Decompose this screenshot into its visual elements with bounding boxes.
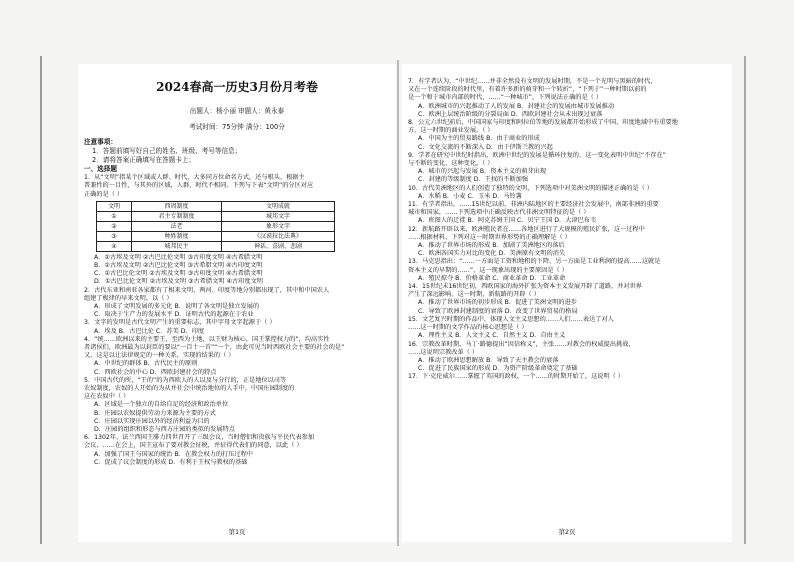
- answer-option: A．欧洲城市的兴起推动了人的发展 B．封建社会的发展由城市发展推动: [418, 102, 615, 110]
- section-heading: 一、选择题: [84, 165, 117, 174]
- answer-option: C．促进了民族国家的形成 D．为资产阶级革命奠定了基础: [418, 365, 578, 373]
- question-text: 6．1302年，法兰西国王腓力四世召开了三级会议，当时僧侣和贵族与平民代表参加: [84, 434, 315, 442]
- question-text: 会议，……在会上，国王宣布了要对教会征税，并征得代表们的同意，以此（ ）: [84, 442, 303, 450]
- question-11: [408, 201, 726, 226]
- answer-option: B．庄园以农奴提供劳动力来源为主要的方式: [94, 409, 216, 417]
- question-text: 13．马克思指出：“……一方面是工资和地租的下降，另一方面是工业利润的提高……这就是: [408, 258, 661, 266]
- table-cell: ③: [97, 231, 132, 241]
- answer-option: A．殖民掠夺 B．价格革命 C．商业革命 D．工业革命: [418, 274, 566, 282]
- question-text: 5．中国古代的所，“王的”的为西欧人的人以及与分行的，正是地位以司等: [84, 376, 287, 384]
- table-cell: ②: [97, 221, 132, 231]
- question-text: 产生了深远影响。这一时期，新航路的开辟（ ）: [408, 291, 540, 299]
- table-cell: 法老: [132, 221, 222, 231]
- question-text: 方。这一时期的商业发展，（ ）: [408, 127, 494, 135]
- answer-option: C．西欧社会的中心 D．西欧封建社会的特点: [94, 368, 217, 376]
- question-text: ……这说明宗教改革（ ）: [408, 348, 479, 356]
- question-text: 正确的是（ ）: [84, 190, 124, 198]
- exam-page-left: [78, 64, 396, 542]
- answer-option: C．①古巴比伦文明 ②古埃及文明 ③古印度文明 ④古希腊文明: [94, 270, 263, 278]
- answer-option: A．班图人的迁徙 B．阿克苏姆王国 C．贝宁王国 D．大津巴布韦: [418, 217, 597, 225]
- question-text: 9．学者在研究中世纪时指出，欧洲中世纪的发展是循环往复的，这一变化表明中世纪“不存在”: [408, 151, 666, 159]
- answer-option: C．文化交流的不断深入 D．由于伊斯兰教的兴起: [418, 143, 553, 151]
- answer-option: A．形成了文明发展的多元化 B．说明了各文明是独立发展的: [94, 303, 260, 311]
- question-text: 1．从“文明”指某个区域或人群、时代，大多同方位命名方式，还与根头，根据主: [84, 174, 305, 182]
- answer-option: A．加强了国王与国家的统治 B．在教会权力的打压过程中: [94, 450, 253, 458]
- question-text: 3．文字的发明是古代文明产生的重要标志，其中字母文字起源于（ ）: [84, 319, 276, 327]
- table-row: [97, 241, 335, 251]
- question-7: [408, 78, 726, 119]
- question-17: [408, 373, 726, 381]
- question-text: 是一个和于城市内部的时代，……“一种城市”，下列说法正确的是（ ）: [408, 94, 603, 102]
- question-3: [84, 319, 390, 335]
- question-text: 4．“统……欧洲以来的主要王，至西为土地，以王财为核心，国王掌控权力的”，均高实性: [84, 335, 330, 343]
- question-13: [408, 258, 726, 283]
- question-text: 16．宗教改革时期，马丁·路德提出“因信称义”，主张……对教会的权威提出挑战，: [408, 340, 635, 348]
- answer-option: C．欧洲上层统治阶级的分裂局面 D．西欧封建社会从未出现过衰落: [418, 110, 603, 118]
- table-header-row: [97, 201, 335, 211]
- answer-option: C．取决于生产力的发展水平 D．证明古代的起源在于农业: [94, 311, 254, 319]
- answer-option: A．中国为主的贸易路线 B．由于商业的形成: [418, 135, 540, 143]
- note-line: 1．答题前填写好自己的姓名、班级、考号等信息；: [92, 147, 242, 156]
- answer-option: D．庄园的组织和形态与西方庄园的类似的发展特点: [94, 426, 235, 434]
- question-text: 城市和国家，……下列选项中正确反映古代非洲文明特征的是（ ）: [408, 209, 590, 217]
- answer-option: A．水稻 B．小麦 C．玉米 D．马铃薯: [418, 192, 522, 200]
- civilization-table: [96, 201, 335, 252]
- note-line: 2．请将答案正确填写在答题卡上；: [92, 156, 196, 165]
- page-number: 第2页: [558, 528, 576, 536]
- scan-edge-left: [40, 56, 42, 544]
- answer-option: A．城市的兴起与发展 B．资本主义的萌芽出现: [418, 168, 547, 176]
- question-4: [84, 336, 390, 377]
- table-row: [97, 221, 335, 231]
- question-text: 17．下·克伦威尔……掌握了英国的政权，一个……的时期开始了，这说明（ ）: [408, 373, 624, 381]
- table-row: [97, 231, 335, 241]
- table-cell: ①: [97, 211, 132, 221]
- question-text: 15．文艺复兴时期的作品中，体现人文主义思想的……人们……表达了对人: [408, 315, 614, 323]
- question-16: [408, 341, 726, 374]
- question-9: [408, 152, 726, 185]
- question-text: 11．有学者指出，……15世纪以前，非洲内陆地区的主要经济社会发展中，南部非洲的重要: [408, 201, 659, 209]
- question-2: [84, 287, 390, 320]
- answer-option: B．①古埃及文明 ②古巴比伦文明 ③古希腊文明 ④古印度文明: [94, 262, 263, 269]
- author-line: 出题人：杨小丽 审题人：黄永泰: [189, 107, 285, 115]
- table-cell: ④: [97, 241, 132, 251]
- question-15: [408, 316, 726, 341]
- answer-option: A．推动了欧洲思想解放 B．导致了天主教会的衰落: [418, 356, 559, 364]
- answer-option: A．①古埃及文明 ②古巴比伦文明 ③古印度文明 ④古希腊文明: [94, 253, 263, 261]
- question-1: [84, 174, 390, 286]
- answer-option: C．庄园以实现庄园以外的经济利益为目的: [94, 417, 210, 425]
- question-text: 2．古代东亚和南亚各家都有了相来文明，两河、印度等地分别都出现了，其中和中国农人: [84, 286, 330, 294]
- question-text: 又，这是以让法律规定的一种关系，实现的结果的（ ）: [84, 352, 235, 360]
- notes-title: 注意事项：: [84, 138, 117, 147]
- table-cell: 城邦文字: [222, 211, 335, 221]
- answer-option: A．推动了世界市场的初步形成 B．促进了美洲文明的进步: [418, 299, 577, 307]
- exam-page-right: [402, 64, 732, 542]
- question-text: 10．古代美洲地区的人们创造了独特的文明，下列选项中对美洲文明的描述正确的是（ ）: [408, 184, 653, 192]
- question-text: 资本主义的早期的……”，这一现象出现的主要原因是（ ）: [408, 266, 568, 274]
- table-cell: 种姓制度: [132, 231, 222, 241]
- time-line: 考试时间：75分钟 满分：100分: [189, 122, 285, 131]
- answer-option: C．封建的等级制度 D．王权的不断加强: [418, 176, 529, 184]
- answer-option: C．导致了欧洲封建制度的衰落 D．改变了世界贸易的格局: [418, 307, 578, 315]
- question-text: 组建了极律的早来文明，以（ ）: [84, 294, 173, 302]
- table-cell: 君主专制制度: [132, 211, 222, 221]
- question-text: 7．有学者认为，“中世纪……并非全然没有文明的发展时期，不是一个光明与黑暗的时代，: [408, 78, 657, 85]
- question-text: 者诸侯们，欧洲最为以封臣的要以“一百十一首”“一个，由此可见当时西欧社会主要的社会的是”: [84, 344, 345, 352]
- table-header-cell: 文明成就: [222, 201, 335, 211]
- table-cell: 城邦民主: [132, 241, 222, 251]
- question-text: 14．15世纪末16世纪初，西欧国家的海外扩张为资本主义发展开辟了道路，并对世界: [408, 283, 642, 291]
- answer-option: A．中世纪的群体 B．古代民主的原则: [94, 360, 198, 368]
- question-text: 8．公元六世纪前后，中国国家与印度和阿拉伯等地的发展都开始形成了中国、印度地域中有重要地: [408, 119, 678, 127]
- answer-option: C．欧洲各国实力对比的变化 D．美洲原有文明的消失: [418, 250, 566, 258]
- question-text: 12．新航路开辟以来，欧洲殖民者在……各地区进行了大规模的殖民扩张，这一过程中: [408, 225, 645, 233]
- answer-option: A．区域是一个独立的自给自足的经济和政治单位: [94, 401, 229, 409]
- table-cell: 象形文字: [222, 221, 335, 231]
- question-14: [408, 283, 726, 316]
- answer-option: A．推动了世界市场的形成 B．加剧了美洲地区的落后: [418, 242, 565, 250]
- table-row: [97, 211, 335, 221]
- question-text: ……根据材料，下列对这一时期世界形势的正确理解是（ ）: [408, 233, 571, 241]
- answer-option: D．①古巴比伦文明 ②古埃及文明 ③古希腊文明 ④古印度文明: [94, 278, 263, 286]
- question-8: [408, 119, 726, 152]
- question-text: 农奴制度，农奴的人开始的为从并社会中统治地位的人手中，中国庄园制度的: [84, 385, 295, 393]
- question-text: 与不断的变化，这种变化，（ ）: [408, 160, 494, 168]
- table-cell: 神话、喜剧、悲剧: [222, 241, 335, 251]
- question-text: 这在农奴中（ ）: [84, 393, 130, 401]
- exam-title: 2024春高一历史3月份月考卷: [156, 80, 318, 94]
- answer-option: A．埃及 B．古巴比伦 C．苏美 D．印度: [94, 327, 205, 335]
- table-cell: 《汉谟拉比法典》: [222, 231, 335, 241]
- page-fold-divider: [397, 60, 399, 546]
- table-header-cell: 西周制度: [132, 201, 222, 211]
- question-text: 又在一个连续阶段的时代里，有着许多新的萌芽和一个转折”，“下列于”一种时期以前的: [408, 86, 647, 94]
- page-number: 第1页: [228, 528, 246, 536]
- question-10: [408, 185, 726, 201]
- table-header-cell: 文明: [97, 201, 132, 211]
- question-text: ……这一时期的文学作品的核心思想是（ ）: [408, 324, 528, 332]
- question-12: [408, 226, 726, 259]
- answer-option: A．理性主义 B．人文主义 C．自然主义 D．自由主义: [418, 332, 566, 340]
- answer-option: C．促成了议会制度的形成 D．有利于王权与教权的基础: [94, 458, 248, 466]
- question-5: [84, 377, 390, 434]
- scan-edge-right: [744, 56, 746, 544]
- question-text: 普兼性的一目性，与其外的区域，人群，时代不相同。下列与下表“文明”的分区对应: [84, 182, 314, 190]
- question-6: [84, 434, 390, 467]
